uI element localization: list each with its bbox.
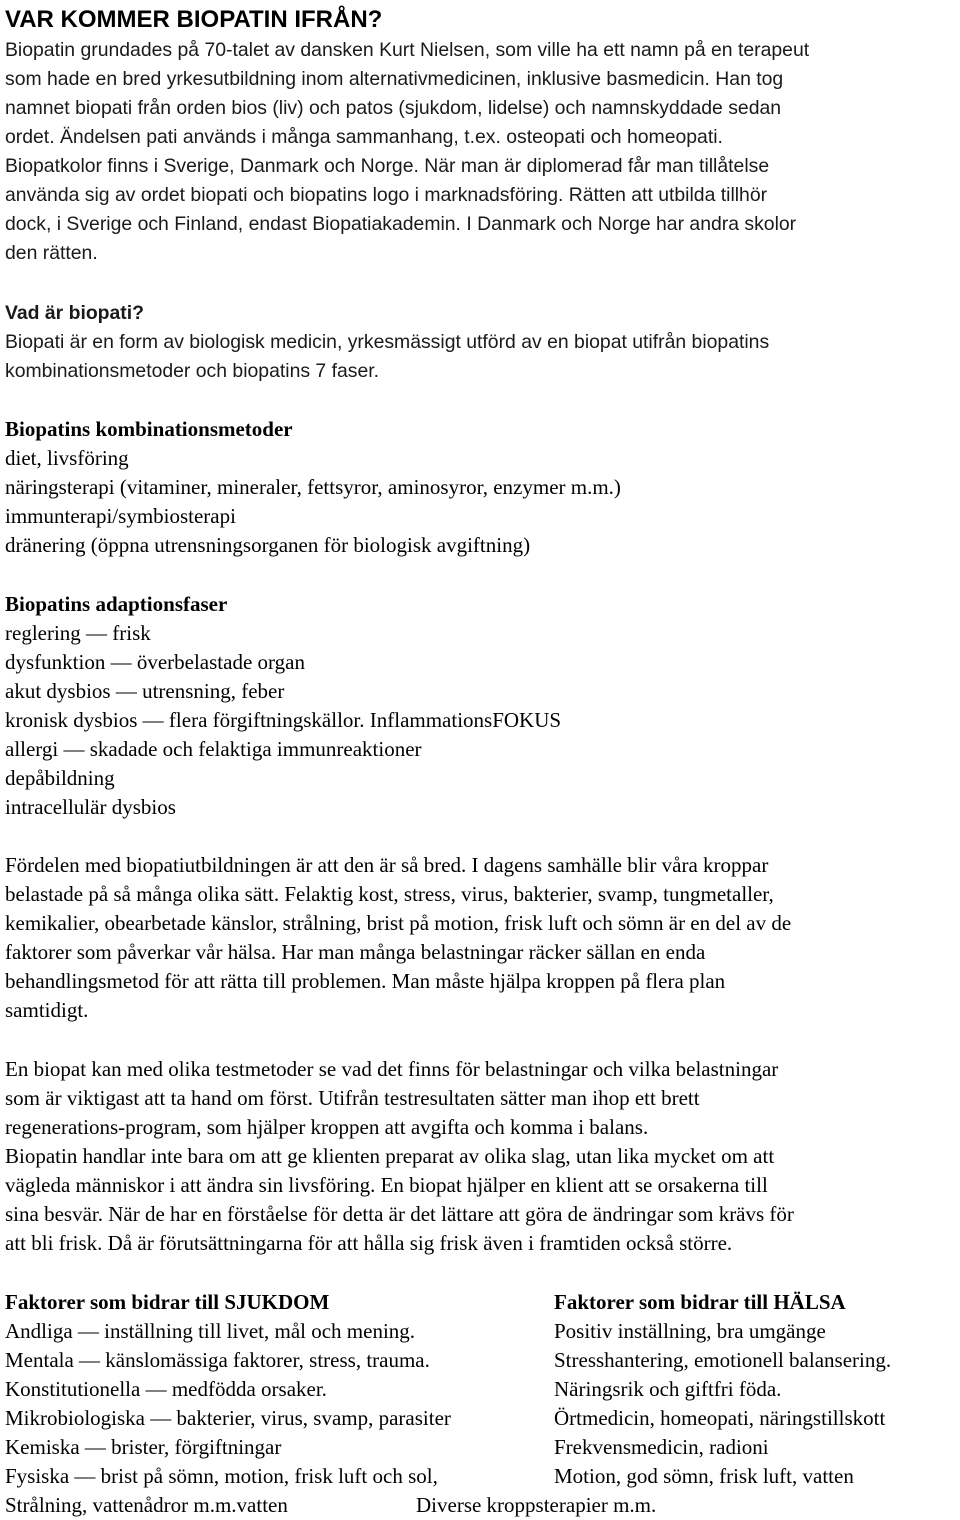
advantage-line: samtidigt. <box>5 998 89 1022</box>
advantage-line: belastade på så många olika sätt. Felaktig kost, stress, virus, bakterier, svamp, tungmetaller, <box>5 882 774 906</box>
biopat-line: Biopatin handlar inte bara om att ge klienten preparat av olika slag, utan lika mycket om att <box>5 1144 775 1168</box>
biopat-line: En biopat kan med olika testmetoder se vad det finns för belastningar och vilka belastningar <box>5 1057 779 1081</box>
intro-line: Biopatin grundades på 70-talet av dansken Kurt Nielsen, som ville ha ett namn på en terapeut <box>5 39 810 61</box>
intro-line: ordet. Ändelsen pati används i många sammanhang, t.ex. osteopati och homeopati. <box>5 126 723 148</box>
sickness-factor: Mentala — känslomässiga faktorer, stress, trauma. <box>5 1348 430 1372</box>
health-factor: Stresshantering, emotionell balansering. <box>554 1348 892 1372</box>
method-item: näringsterapi (vitaminer, mineraler, fettsyror, aminosyror, enzymer m.m.) <box>5 475 621 499</box>
health-factor: Örtmedicin, homeopati, näringstillskott <box>554 1406 886 1430</box>
advantage-line: Fördelen med biopatiutbildningen är att den är så bred. I dagens samhälle blir våra kroppar <box>5 853 769 877</box>
intro-line: använda sig av ordet biopati och biopatins logo i marknadsföring. Rätten att utbilda tillhör <box>5 184 768 206</box>
biopat-line: som är viktigast att ta hand om först. Utifrån testresultaten sätter man ihop ett brett <box>5 1086 700 1110</box>
health-factor: Näringsrik och giftfri föda. <box>554 1377 782 1401</box>
biopat-line: sina besvär. När de har en förståelse för detta är det lättare att göra de ändringar som krävs för <box>5 1202 794 1226</box>
sickness-factor: Strålning, vattenådror m.m.vatten <box>5 1493 288 1517</box>
method-item: immunterapi/symbiosterapi <box>5 504 236 528</box>
page-title: VAR KOMMER BIOPATIN IFRÅN? <box>5 6 383 33</box>
phase-item: dysfunktion — överbelastade organ <box>5 650 305 674</box>
sickness-heading: Faktorer som bidrar till SJUKDOM <box>5 1290 330 1314</box>
intro-line: namnet biopati från orden bios (liv) och patos (sjukdom, lidelse) och namnskyddade sedan <box>5 97 782 119</box>
intro-line: som hade en bred yrkesutbildning inom alternativmedicinen, inklusive basmedicin. Han tog <box>5 68 784 90</box>
health-factor: Frekvensmedicin, radioni <box>554 1435 769 1459</box>
phase-item: kronisk dysbios — flera förgiftningskällor. InflammationsFOKUS <box>5 708 562 732</box>
intro-line: dock, i Sverige och Finland, endast Biopatiakademin. I Danmark och Norge har andra skolor <box>5 213 797 235</box>
phase-item: intracellulär dysbios <box>5 795 176 819</box>
sickness-factor: Kemiska — brister, förgiftningar <box>5 1435 282 1459</box>
phase-item: akut dysbios — utrensning, feber <box>5 679 285 703</box>
section-heading-what: Vad är biopati? <box>5 302 144 324</box>
sickness-factor: Andliga — inställning till livet, mål och mening. <box>5 1319 416 1343</box>
health-factor: Positiv inställning, bra umgänge <box>554 1319 826 1343</box>
section-heading-phases: Biopatins adaptionsfaser <box>5 592 228 616</box>
health-factor: Motion, god sömn, frisk luft, vatten <box>554 1464 854 1488</box>
biopat-line: att bli frisk. Då är förutsättningarna för att hålla sig frisk även i framtiden också större. <box>5 1231 733 1255</box>
health-factor: Diverse kroppsterapier m.m. <box>416 1493 657 1517</box>
phase-item: allergi — skadade och felaktiga immunreaktioner <box>5 737 422 761</box>
intro-line: den rätten. <box>5 242 98 264</box>
sickness-factor: Mikrobiologiska — bakterier, virus, svamp, parasiter <box>5 1406 451 1430</box>
health-heading: Faktorer som bidrar till HÄLSA <box>554 1290 846 1314</box>
method-item: dränering (öppna utrensningsorganen för biologisk avgiftning) <box>5 533 531 557</box>
biopat-line: regenerations-program, som hjälper kroppen att avgifta och komma i balans. <box>5 1115 649 1139</box>
biopat-line: vägleda människor i att ändra sin livsföring. En biopat hjälper en klient att se orsakerna till <box>5 1173 768 1197</box>
sickness-factor: Fysiska — brist på sömn, motion, frisk luft och sol, <box>5 1464 438 1488</box>
advantage-line: faktorer som påverkar vår hälsa. Har man många belastningar räcker sällan en enda <box>5 940 706 964</box>
advantage-line: behandlingsmetod för att rätta till problemen. Man måste hjälpa kroppen på flera plan <box>5 969 726 993</box>
intro-line: Biopatkolor finns i Sverige, Danmark och Norge. När man är diplomerad får man tillåtelse <box>5 155 770 177</box>
method-item: diet, livsföring <box>5 446 129 470</box>
advantage-line: kemikalier, obearbetade känslor, strålning, brist på motion, frisk luft och sömn är en del av de <box>5 911 792 935</box>
phase-item: depåbildning <box>5 766 115 790</box>
section-heading-methods: Biopatins kombinationsmetoder <box>5 417 293 441</box>
what-line: kombinationsmetoder och biopatins 7 faser. <box>5 360 380 382</box>
sickness-factor: Konstitutionella — medfödda orsaker. <box>5 1377 327 1401</box>
phase-item: reglering — frisk <box>5 621 151 645</box>
what-line: Biopati är en form av biologisk medicin, yrkesmässigt utförd av en biopat utifrån biopatins <box>5 331 770 353</box>
